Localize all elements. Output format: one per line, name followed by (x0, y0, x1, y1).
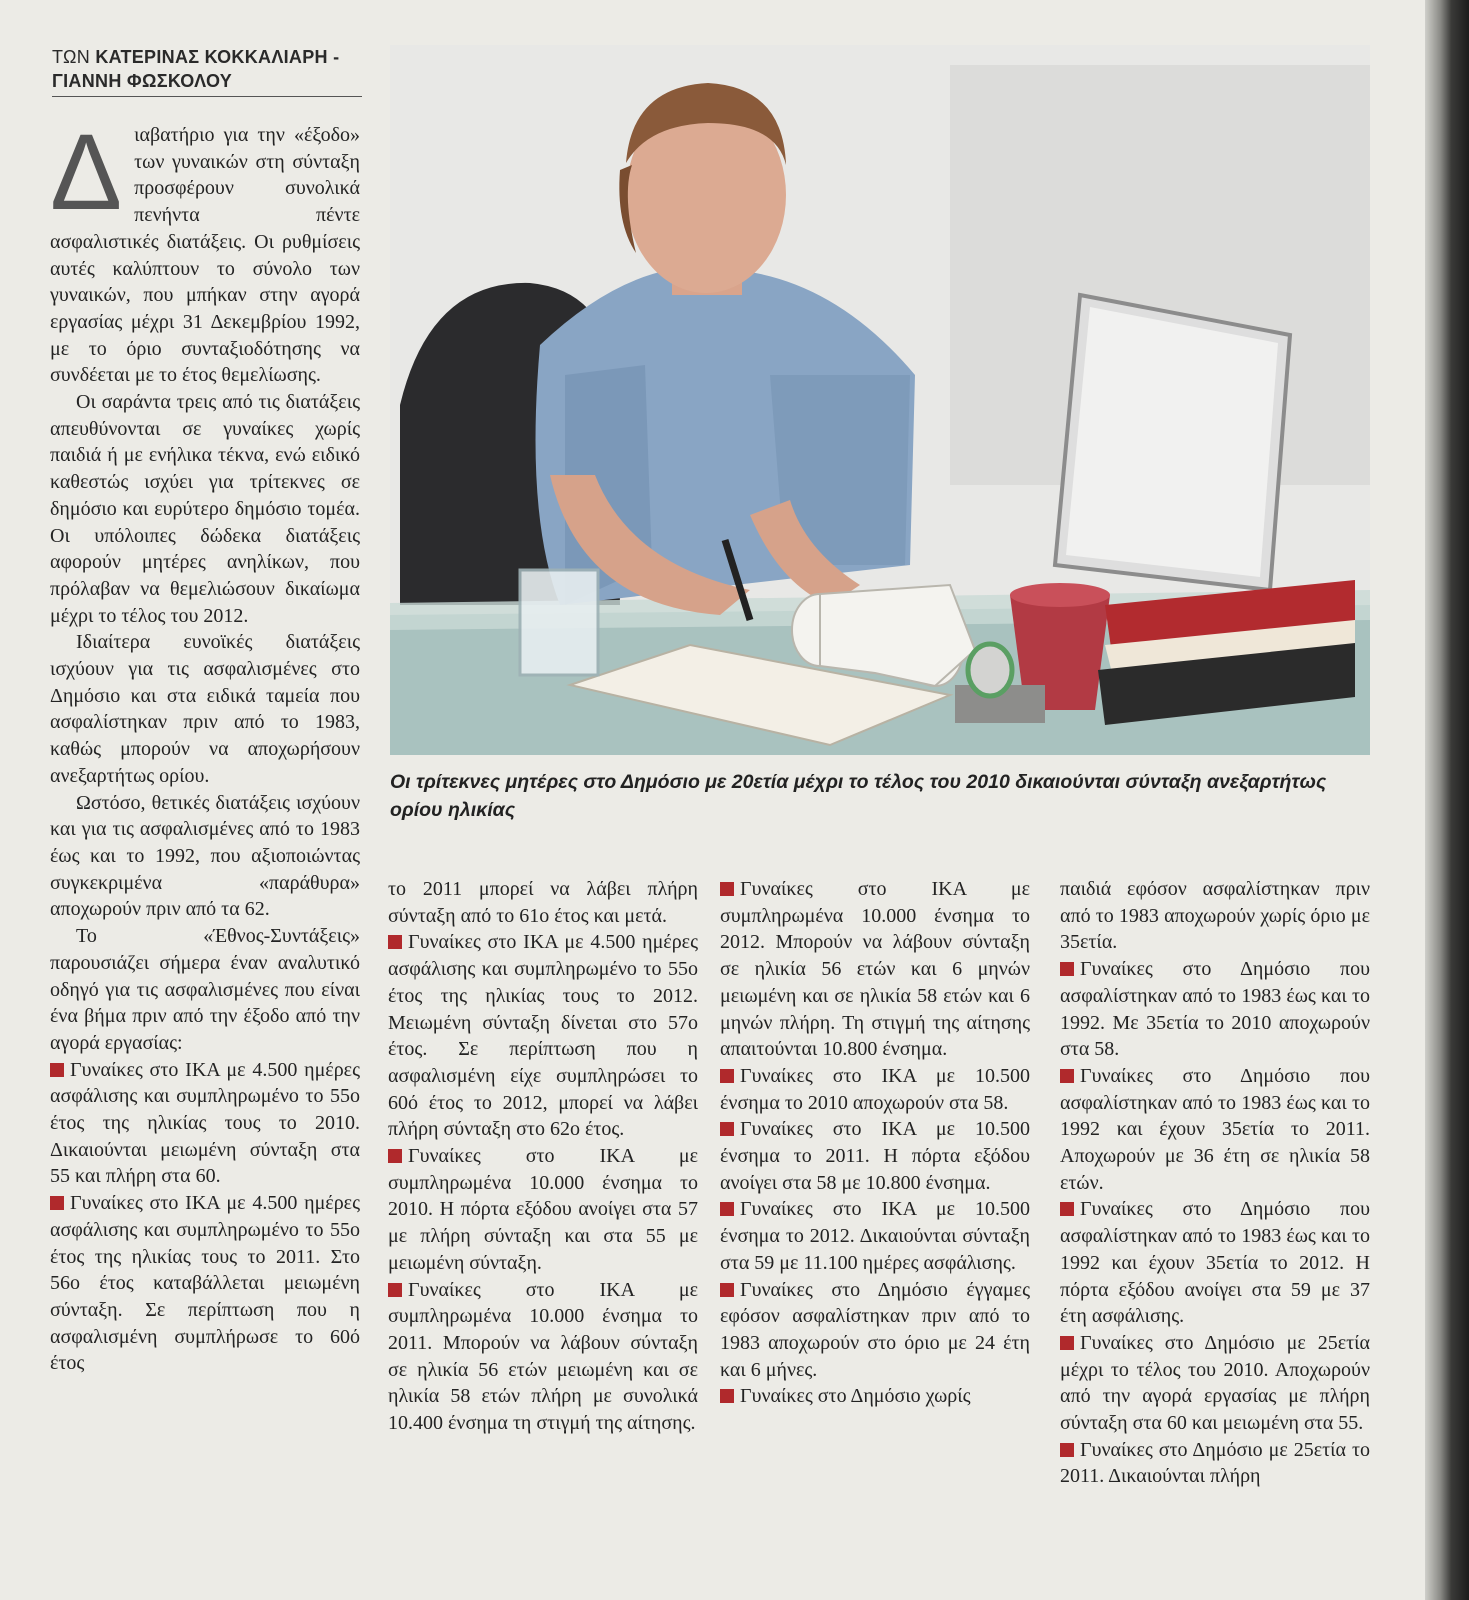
square-bullet-icon (1060, 1202, 1074, 1216)
byline-author-2: ΓΙΑΝΝΗ ΦΩΣΚΟΛΟΥ (52, 71, 233, 91)
square-bullet-icon (1060, 1443, 1074, 1457)
list-item: Γυναίκες στο Δημόσιο που ασφαλίστηκαν από το 1983 έως και το 1992 και έχουν 35ετία το 2012. Η πόρτα εξόδου ανοίγει στα 59 με 37 έτη ασφάλισης. (1060, 1198, 1370, 1328)
square-bullet-icon (720, 1069, 734, 1083)
page-binding-edge (1425, 0, 1469, 1600)
list-item: Γυναίκες στο ΙΚΑ με 4.500 ημέρες ασφάλισης και συμπληρωμένο το 55ο έτος της ηλικίας τους το 2012. Μειωμένη σύνταξη δίνεται στο 57ο έτος. Σε περίπτωση που η ασφαλισμένη είχε συμπληρώσει το 60ό έτος το 2012, μπορεί να λάβει πλήρη σύνταξη στο 62ο έτος. (388, 931, 698, 1141)
square-bullet-icon (388, 935, 402, 949)
square-bullet-icon (1060, 1069, 1074, 1083)
square-bullet-icon (720, 1122, 734, 1136)
list-item: Γυναίκες στο ΙΚΑ με 10.500 ένσημα το 2012. Δικαιούνται σύνταξη στα 59 με 11.100 ημέρες ασφάλισης. (720, 1198, 1030, 1274)
square-bullet-icon (720, 1389, 734, 1403)
article-column-1 (50, 111, 360, 1377)
list-item: Γυναίκες στο ΙΚΑ με 4.500 ημέρες ασφάλισης και συμπληρωμένο το 55ο έτος της ηλικίας τους το 2010. Δικαιούνται μειωμένη σύνταξη στα 55 και πλήρη στα 60. (50, 1058, 360, 1188)
square-bullet-icon (720, 882, 734, 896)
paragraph-5: Το «Έθνος-Συντάξεις» παρουσιάζει σήμερα έναν αναλυτικό οδηγό για τις ασφαλισμένες που είναι ένα βήμα πριν από την έξοδο από την αγορά εργασίας: (50, 925, 360, 1054)
list-item-continuation: παιδιά εφόσον ασφαλίστηκαν πριν από το 1983 αποχωρούν χωρίς όριο με 35ετία. (1060, 878, 1370, 954)
list-item: Γυναίκες στο Δημόσιο που ασφαλίστηκαν από το 1983 έως και το 1992 και έχουν 35ετία το 2011. Αποχωρούν με 36 έτη σε ηλικία 58 ετών. (1060, 1064, 1370, 1194)
article-photo (390, 45, 1370, 755)
paragraph-2: Οι σαράντα τρεις από τις διατάξεις απευθύνονται σε γυναίκες χωρίς παιδιά ή με ενήλικα τέκνα, ενώ ειδικό καθεστώς ισχύει για τρίτεκνες σε δημόσιο και ευρύτερο δημόσιο τομέα. Οι υπόλοιπες δώδεκα διατάξεις αφορούν μητέρες ανηλίκων, που πρόλαβαν να θεμελιώσουν δικαίωμα μέχρι το τέλος του 2012. (50, 391, 360, 627)
list-item: Γυναίκες στο Δημόσιο με 25ετία το 2011. Δικαιούνται πλήρη (1060, 1438, 1370, 1488)
list-item: Γυναίκες στο ΙΚΑ με 4.500 ημέρες ασφάλισης και συμπληρωμένο το 55ο έτος της ηλικίας τους το 2011. Στο 56ο έτος καταβάλλεται μειωμένη σύνταξη. Σε περίπτωση που η ασφαλισμένη συμπλήρωσε το 60ό έτος (50, 1192, 360, 1375)
byline-author-1: ΚΑΤΕΡΙΝΑΣ ΚΟΚΚΑΛΙΑΡΗ - (95, 47, 340, 67)
list-item: Γυναίκες στο Δημόσιο έγγαμες εφόσον ασφαλίστηκαν πριν από το 1983 αποχωρούν στο όριο με 24 έτη και 6 μήνες. (720, 1278, 1030, 1381)
list-item: Γυναίκες στο ΙΚΑ με 10.500 ένσημα το 2010 αποχωρούν στα 58. (720, 1064, 1030, 1114)
list-item: Γυναίκες στο ΙΚΑ με συμπληρωμένα 10.000 ένσημα το 2011. Μπορούν να λάβουν σύνταξη σε ηλικία 56 ετών μειωμένη και σε ηλικία 58 ετών πλήρη με συνολικά 10.400 ένσημα τη στιγμή της αίτησης. (388, 1278, 698, 1435)
list-item: Γυναίκες στο Δημόσιο χωρίς (720, 1383, 1030, 1410)
square-bullet-icon (388, 1149, 402, 1163)
lead-paragraph-text: ιαβατήριο για την «έξοδο» των γυναικών στη σύνταξη προσφέρουν συνολικά πενήντα πέντε ασφαλιστικές διατάξεις. Οι ρυθμίσεις αυτές καλύπτουν το σύνολο των γυναικών, που μπήκαν στην αγορά εργασίας μέχρι 31 Δεκεμβρίου 1992, με το όριο συνταξιοδότησης να συνδέεται με το έτος θεμελίωσης. (50, 124, 360, 387)
byline-prefix: ΤΩΝ (52, 47, 91, 67)
lead-paragraph (50, 111, 360, 389)
square-bullet-icon (1060, 1336, 1074, 1350)
photo-caption: Οι τρίτεκνες μητέρες στο Δημόσιο με 20ετία μέχρι το τέλος του 2010 δικαιούνται σύνταξη ανεξαρτήτως ορίου ηλικίας (390, 771, 1327, 821)
article-column-3 (720, 876, 1030, 1410)
list-item: Γυναίκες στο Δημόσιο με 25ετία μέχρι το τέλος του 2010. Αποχωρούν από την αγορά εργασίας με πλήρη σύνταξη στα 60 και μειωμένη στα 55. (1060, 1331, 1370, 1435)
article-column-4 (1060, 876, 1370, 1490)
list-item: Γυναίκες στο Δημόσιο που ασφαλίστηκαν από το 1983 έως και το 1992. Με 35ετία το 2010 αποχωρούν στα 58. (1060, 958, 1370, 1061)
square-bullet-icon (50, 1196, 64, 1210)
list-item-continuation: το 2011 μπορεί να λάβει πλήρη σύνταξη από το 61ο έτος και μετά. (388, 878, 698, 927)
drop-cap: Δ (50, 111, 123, 232)
square-bullet-icon (50, 1063, 64, 1077)
square-bullet-icon (1060, 962, 1074, 976)
square-bullet-icon (388, 1283, 402, 1297)
list-item: Γυναίκες στο ΙΚΑ με συμπληρωμένα 10.000 ένσημα το 2010. Η πόρτα εξόδου ανοίγει στα 57 με πλήρη σύνταξη και στα 55 με μειωμένη σύνταξη. (388, 1145, 698, 1274)
paragraph-4: Ωστόσο, θετικές διατάξεις ισχύουν και για τις ασφαλισμένες από το 1983 έως και το 1992, που αξιοποιώντας συγκεκριμένα «παράθυρα» αποχωρούν πριν από τα 62. (50, 791, 360, 921)
woman-writing-at-desk-illustration (390, 45, 1370, 755)
byline (52, 45, 362, 97)
square-bullet-icon (720, 1283, 734, 1297)
list-item: Γυναίκες στο ΙΚΑ με 10.500 ένσημα το 2011. Η πόρτα εξόδου ανοίγει στα 58 με 10.800 ένσημα. (720, 1118, 1030, 1194)
article-column-2 (388, 876, 698, 1437)
list-item: Γυναίκες στο ΙΚΑ με συμπληρωμένα 10.000 ένσημα το 2012. Μπορούν να λάβουν σύνταξη σε ηλικία 56 ετών και 6 μηνών μειωμένη και σε ηλικία 58 ετών και 6 μηνών πλήρη. Τη στιγμή της αίτησης απαιτούνται 10.800 ένσημα. (720, 878, 1030, 1061)
square-bullet-icon (720, 1202, 734, 1216)
paragraph-3: Ιδιαίτερα ευνοϊκές διατάξεις ισχύουν για τις ασφαλισμένες στο Δημόσιο και στα ειδικά ταμεία που ασφαλίστηκαν πριν από το 1983, καθώς μπορούν να αποχωρήσουν ανεξαρτήτως ορίου. (50, 631, 360, 787)
